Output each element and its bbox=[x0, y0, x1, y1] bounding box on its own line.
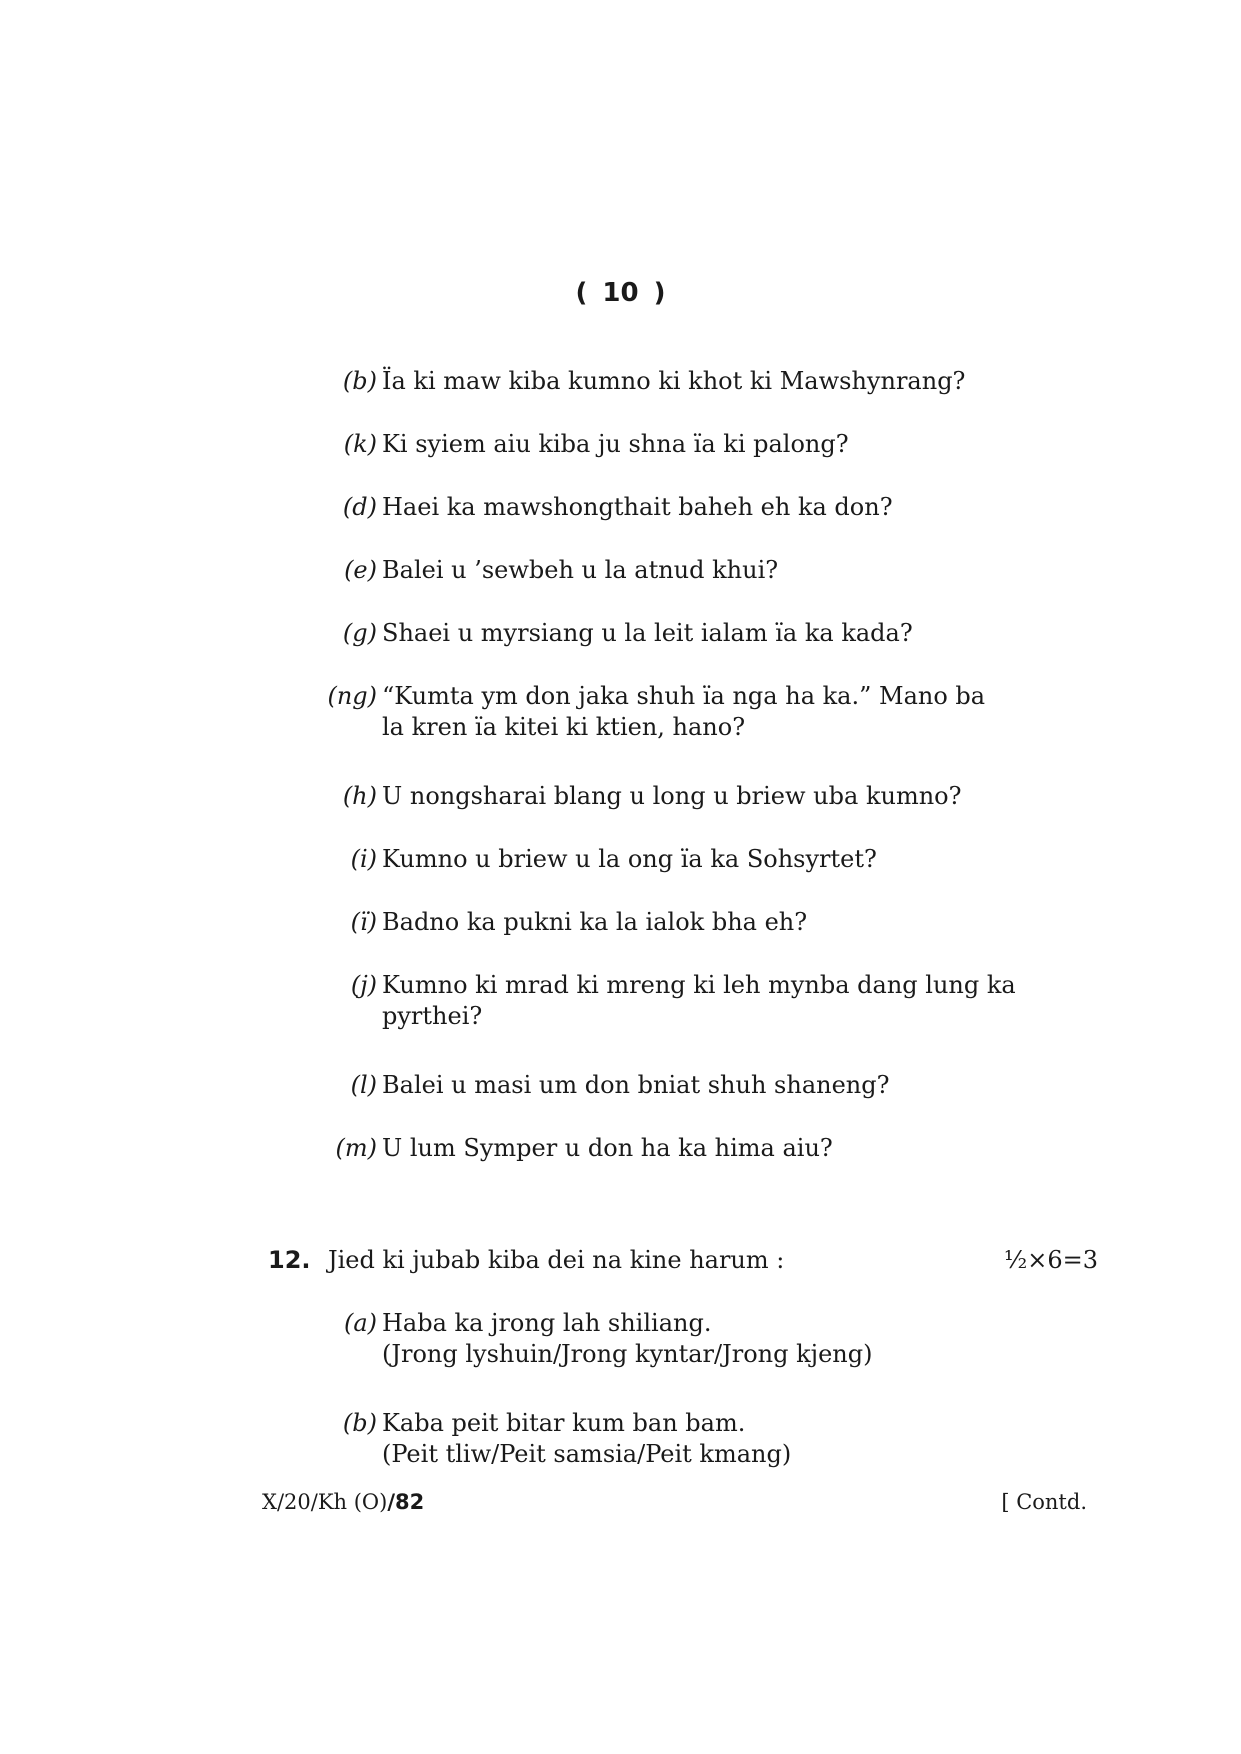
item-text-line: Ki syiem aiu kiba ju shna ïa ki palong? bbox=[382, 430, 849, 458]
item-label: (i) bbox=[350, 845, 377, 873]
item-label: (j) bbox=[350, 971, 377, 999]
item-label: (d) bbox=[342, 493, 377, 521]
item-label: (h) bbox=[342, 782, 377, 810]
item-text-line: (Jrong lyshuin/Jrong kyntar/Jrong kjeng) bbox=[382, 1340, 873, 1368]
item-text-line: U lum Symper u don ha ka hima aiu? bbox=[382, 1134, 833, 1162]
item-text-line: la kren ïa kitei ki ktien, hano? bbox=[382, 713, 746, 741]
item-label: (ï) bbox=[350, 908, 377, 936]
footer-code-prefix: X/20/Kh (O) bbox=[262, 1490, 388, 1514]
item-label: (e) bbox=[344, 556, 377, 584]
item-label: (ng) bbox=[327, 682, 377, 710]
item-text-line: Kumno ki mrad ki mreng ki leh mynba dang lung ka bbox=[382, 971, 1016, 999]
question-marks: ½×6=3 bbox=[1003, 1246, 1098, 1274]
item-label: (g) bbox=[342, 619, 377, 647]
item-text-line: (Peit tliw/Peit samsia/Peit kmang) bbox=[382, 1440, 792, 1468]
footer-code-suffix: /82 bbox=[387, 1490, 425, 1514]
item-label: (k) bbox=[343, 430, 377, 458]
item-label: (m) bbox=[335, 1134, 377, 1162]
item-label: (b) bbox=[342, 1409, 377, 1437]
item-text-line: “Kumta ym don jaka shuh ïa nga ha ka.” Mano ba bbox=[382, 682, 986, 710]
item-text-line: Balei u ’sewbeh u la atnud khui? bbox=[382, 556, 779, 584]
item-label: (a) bbox=[343, 1309, 377, 1337]
page-number: ( 10 ) bbox=[575, 278, 666, 308]
item-text-line: Ïa ki maw kiba kumno ki khot ki Mawshynrang? bbox=[382, 367, 966, 395]
item-text-line: Badno ka pukni ka la ialok bha eh? bbox=[382, 908, 808, 936]
item-text-line: pyrthei? bbox=[382, 1002, 483, 1030]
item-text-line: Shaei u myrsiang u la leit ialam ïa ka kada? bbox=[382, 619, 913, 647]
footer-contd: [ Contd. bbox=[1001, 1490, 1087, 1514]
question-number: 12. bbox=[268, 1246, 311, 1274]
item-text-line: U nongsharai blang u long u briew uba kumno? bbox=[382, 782, 962, 810]
item-text-line: Haei ka mawshongthait baheh eh ka don? bbox=[382, 493, 893, 521]
question-instruction: Jied ki jubab kiba dei na kine harum : bbox=[328, 1246, 785, 1274]
item-text-line: Balei u masi um don bniat shuh shaneng? bbox=[382, 1071, 890, 1099]
footer-code bbox=[262, 1490, 424, 1514]
item-label: (l) bbox=[350, 1071, 377, 1099]
item-text-line: Kumno u briew u la ong ïa ka Sohsyrtet? bbox=[382, 845, 877, 873]
item-text-line: Haba ka jrong lah shiliang. bbox=[382, 1309, 712, 1337]
item-text-line: Kaba peit bitar kum ban bam. bbox=[382, 1409, 746, 1437]
item-label: (b) bbox=[342, 367, 377, 395]
